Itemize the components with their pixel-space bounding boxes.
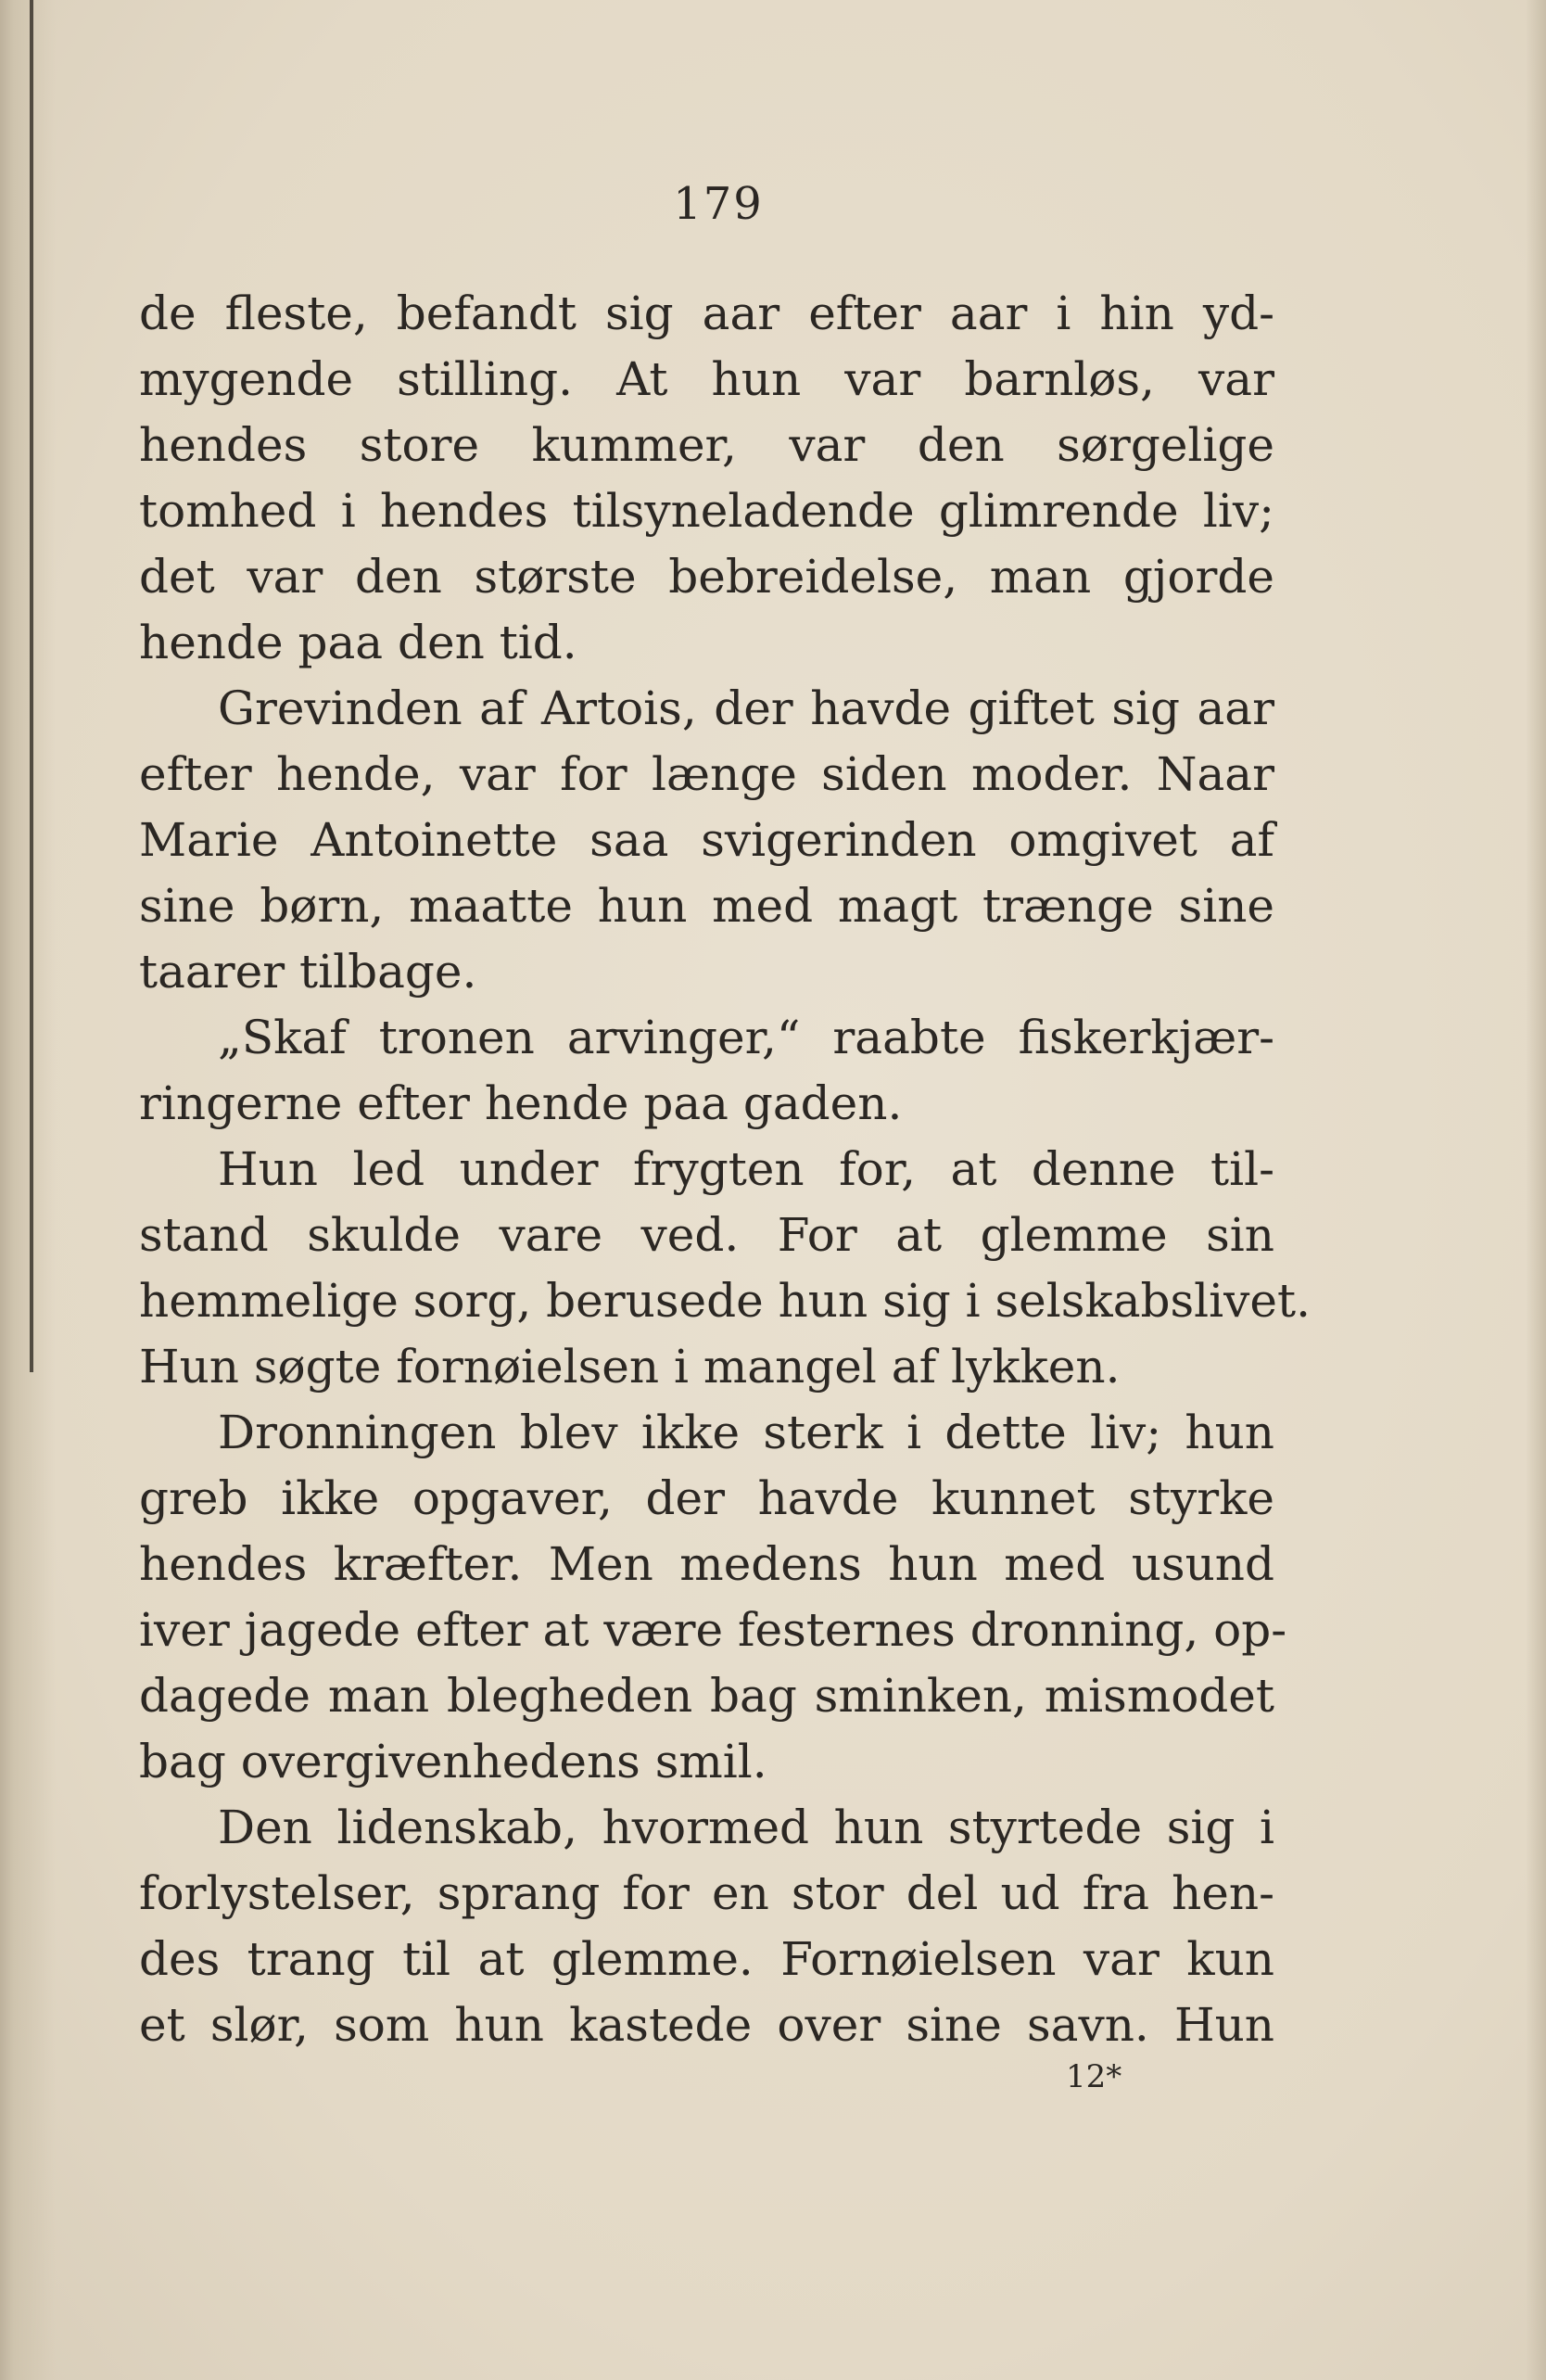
text-line: Hun søgte fornøielsen i mangel af lykken. (139, 1340, 1121, 1394)
text-line: hende paa den tid. (139, 616, 577, 669)
text-line: hendes store kummer, var den sørgelige (139, 418, 1274, 472)
text-line: taarer tilbage. (139, 945, 477, 999)
body-text (139, 281, 1311, 2058)
text-line: Marie Antoinette saa svigerinden omgivet af (139, 813, 1274, 867)
text-line: mygende stilling. At hun var barnløs, var (139, 352, 1274, 406)
text-line: sine børn, maatte hun med magt trænge sine (139, 879, 1274, 933)
text-line: de fleste, befandt sig aar efter aar i hin yd- (139, 286, 1274, 340)
text-line: „Skaf tronen arvinger,“ raabte fiskerkjær- (218, 1011, 1274, 1064)
text-line: des trang til at glemme. Fornøielsen var kun (139, 1932, 1274, 1986)
text-line: hemmelige sorg, berusede hun sig i selskabslivet. (139, 1274, 1311, 1328)
text-line: dagede man blegheden bag sminken, mismodet (139, 1669, 1274, 1723)
text-line: bag overgivenhedens smil. (139, 1735, 767, 1788)
text-line: Grevinden af Artois, der havde giftet sig aar (218, 681, 1274, 735)
text-line: iver jagede efter at være festernes dronning, op- (139, 1603, 1287, 1657)
text-line: det var den største bebreidelse, man gjorde (139, 550, 1274, 604)
text-line: Den lidenskab, hvormed hun styrtede sig i (218, 1801, 1274, 1854)
page-right-edge (1526, 0, 1546, 2380)
text-line: Hun led under frygten for, at denne til- (218, 1142, 1274, 1196)
text-line: ringerne efter hende paa gaden. (139, 1076, 903, 1130)
text-line: efter hende, var for længe siden moder. Naar (139, 747, 1274, 801)
text-line: greb ikke opgaver, der havde kunnet styrke (139, 1471, 1274, 1525)
text-line: Dronningen blev ikke sterk i dette liv; hun (218, 1406, 1274, 1459)
text-line: et slør, som hun kastede over sine savn. Hun (139, 1998, 1274, 2052)
text-line: tomhed i hendes tilsyneladende glimrende liv; (139, 484, 1274, 538)
printer-signature-mark: 12* (1066, 2058, 1122, 2095)
text-line: stand skulde vare ved. For at glemme sin (139, 1208, 1274, 1262)
text-line: hendes kræfter. Men medens hun med usund (139, 1537, 1274, 1591)
text-line: forlystelser, sprang for en stor del ud fra hen- (139, 1866, 1274, 1920)
spine-shadow (0, 0, 56, 2380)
page-number: 179 (673, 178, 764, 230)
